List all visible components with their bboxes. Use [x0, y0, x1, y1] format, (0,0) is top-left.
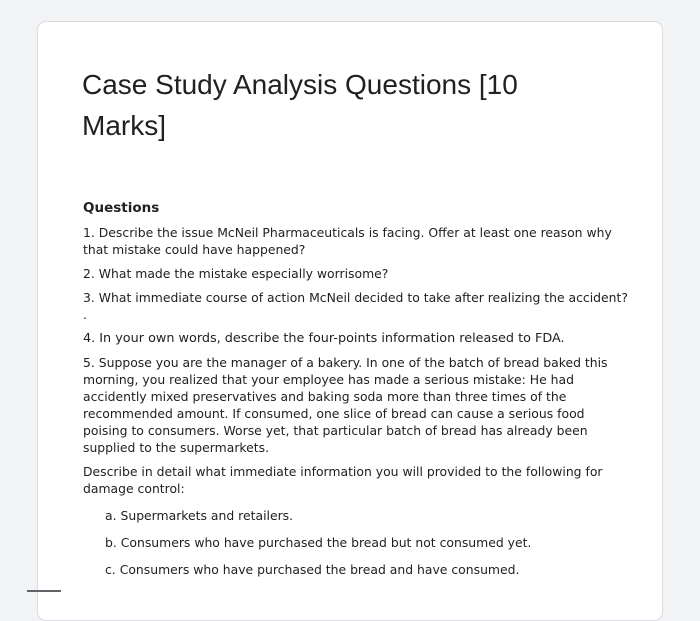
form-title: Case Study Analysis Questions [10 Marks] — [82, 69, 518, 141]
question-1: 1. Describe the issue McNeil Pharmaceuticals is facing. Offer at least one reason why that mistake could have happened? — [83, 225, 612, 257]
form-card — [37, 21, 663, 621]
question-2: 2. What made the mistake especially worrisome? — [83, 266, 389, 281]
sub-item-a: a. Supermarkets and retailers. — [105, 508, 294, 523]
question-4: 4. In your own words, describe the four-points information released to FDA. — [83, 331, 565, 346]
sub-item-b: b. Consumers who have purchased the bread but not consumed yet. — [105, 535, 532, 550]
questions-heading: Questions — [83, 200, 160, 216]
scroll-indicator — [27, 590, 61, 592]
form-description — [83, 198, 628, 588]
question-3: 3. What immediate course of action McNeil decided to take after realizing the accident? . — [83, 290, 628, 322]
instruction-text: Describe in detail what immediate information you will provided to the following for damage control: — [83, 464, 603, 496]
sub-item-c: c. Consumers who have purchased the bread and have consumed. — [105, 562, 520, 577]
question-5: 5. Suppose you are the manager of a bakery. In one of the batch of bread baked this morning, you realized that your employee has made a serious mistake: He had accidently mixed preservatives and baking soda more than three times of the recommended amount. If consumed, one slice of bread can cause a serious food poising to consumers. Worse yet, that particular batch of bread has already been supplied to the supermarkets. — [83, 355, 608, 455]
